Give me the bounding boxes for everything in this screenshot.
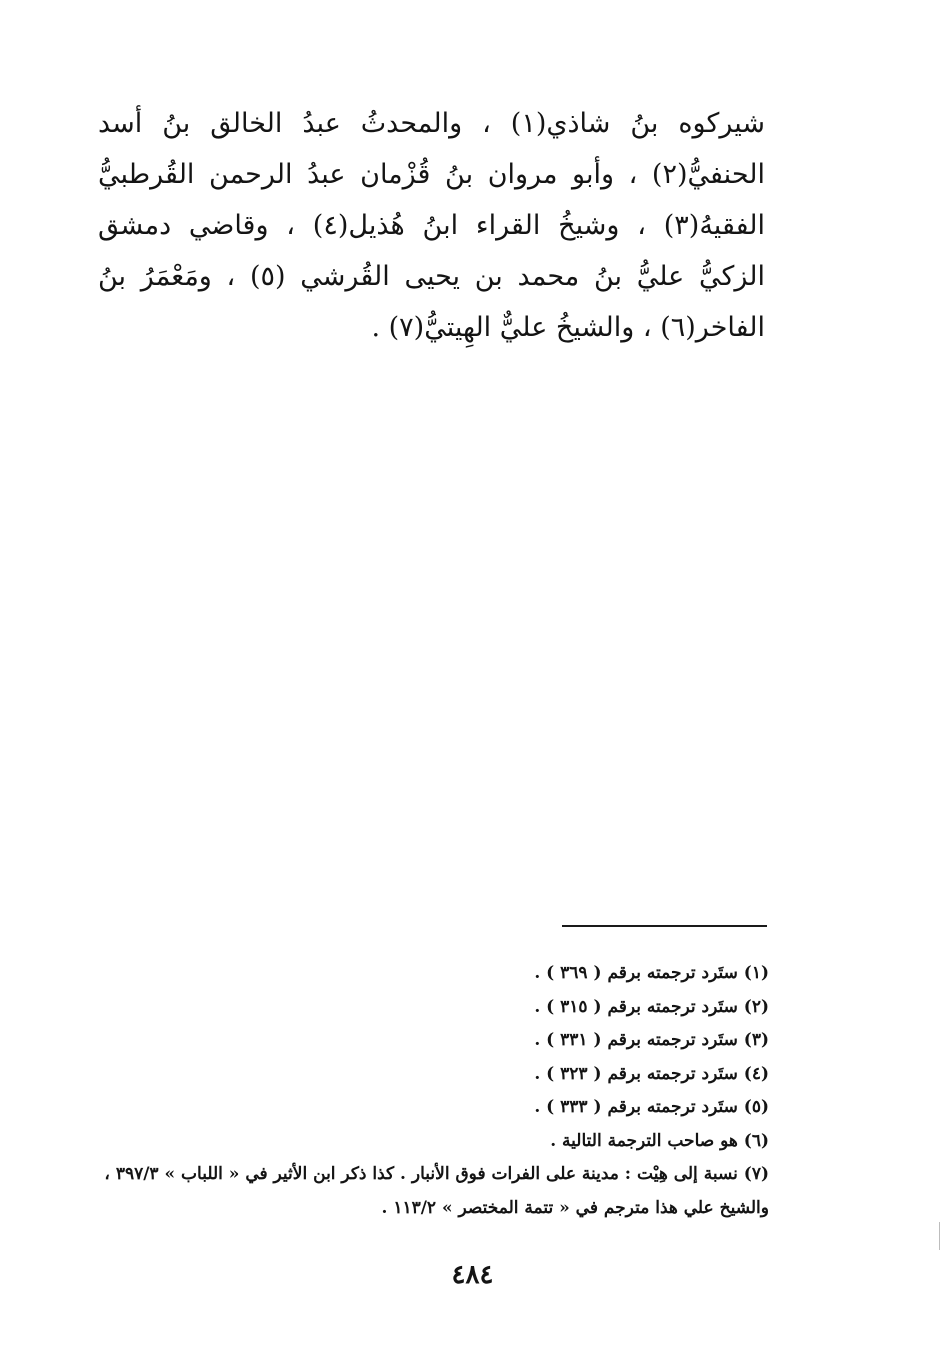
page-number: ٤٨٤ — [451, 1260, 494, 1290]
scan-edge-mark — [939, 1222, 940, 1250]
footnote-2: (٢) ستَرد ترجمته برقم ( ٣١٥ ) . — [534, 996, 769, 1017]
body-paragraph: شيركوه بنُ شاذي(١) ، والمحدثُ عبدُ الخالق بنُ أسد الحنفيُّ(٢) ، وأبو مروان بنُ قُزْمان عبدُ الرحمن القُرطبيُّ الفقيهُ(٣) ، وشيخُ القراء ابنُ هُذيل(٤) ، وقاضي دمشق الزكيُّ عليُّ بنُ محمد بن يحيى القُرشي (٥) ، ومَعْمَرُ بنُ الفاخر(٦) ، والشيخُ عليٌّ الهِيتيُّ(٧) . — [98, 108, 766, 343]
main-text — [98, 98, 765, 353]
footnote-4: (٤) ستَرد ترجمته برقم ( ٣٢٣ ) . — [534, 1063, 769, 1084]
footnote-6: (٦) هو صاحب الترجمة التالية . — [550, 1130, 769, 1151]
footnote-5: (٥) ستَرد ترجمته برقم ( ٣٣٣ ) . — [534, 1097, 769, 1117]
footnote-separator — [562, 925, 767, 927]
footnote-3: (٣) ستَرد ترجمته برقم ( ٣٣١ ) . — [534, 1030, 769, 1050]
footnote-7: (٧) نسبة إلى هِيْت : مدينة على الفرات فوق الأنبار . كذا ذكر ابن الأثير في « اللباب » ٣٩٧/٣ ، والشيخ علي هذا مترجم في « تتمة المختصر » ١١٣/٢ . — [104, 1164, 769, 1218]
footnotes — [96, 957, 769, 1225]
footnote-1: (١) ستَرد ترجمته برقم ( ٣٦٩ ) . — [534, 963, 769, 983]
